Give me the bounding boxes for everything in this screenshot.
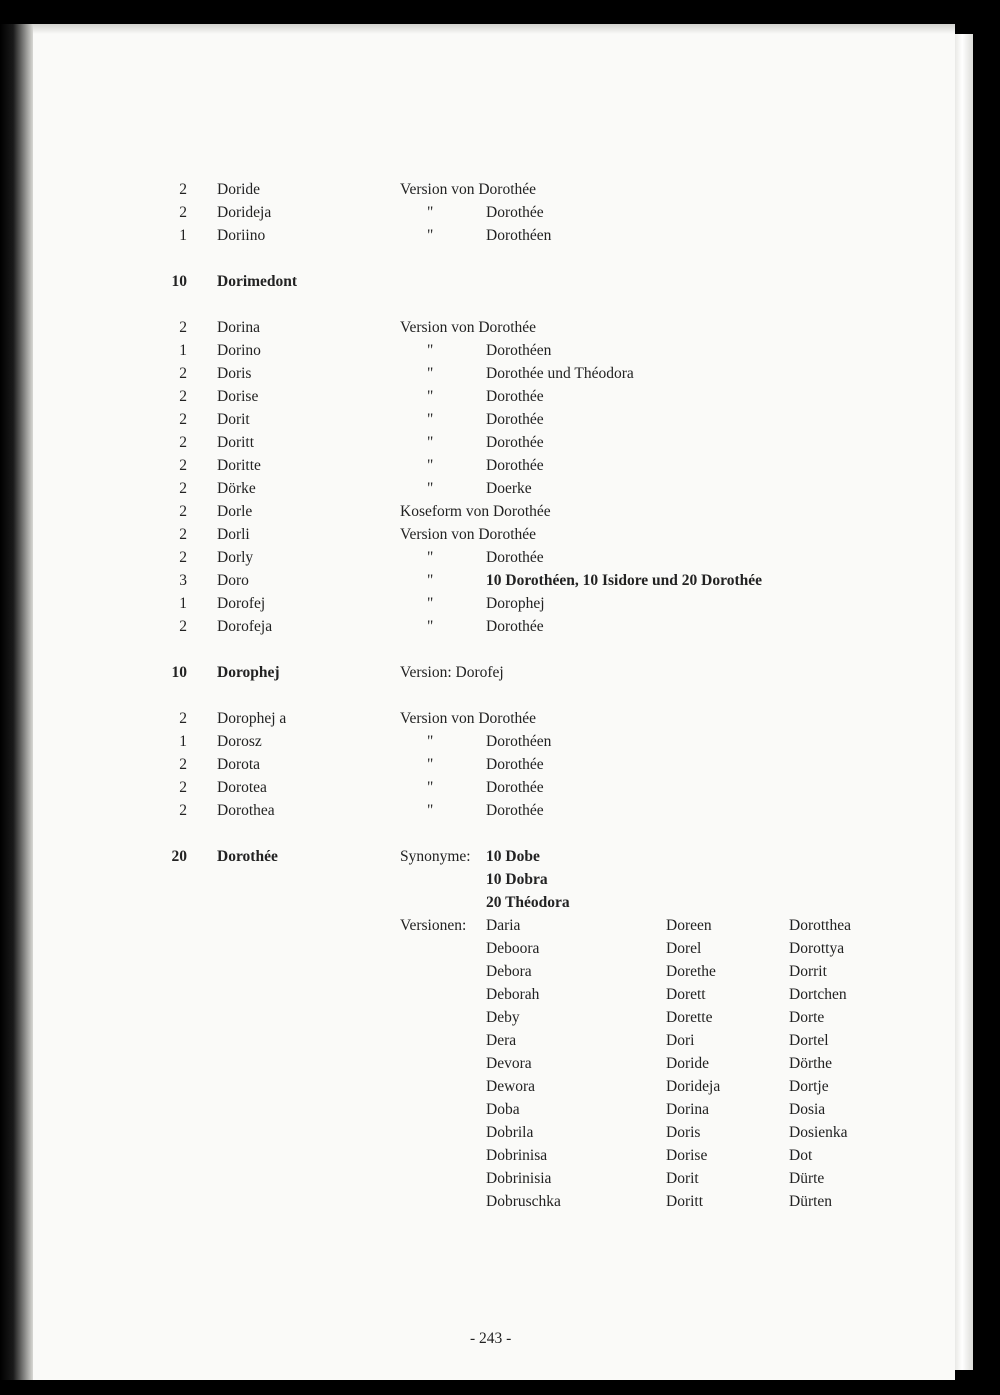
- ditto-mark: ": [427, 227, 434, 244]
- entry-number: 2: [179, 181, 187, 198]
- entry-description: Version von Dorothée: [400, 319, 537, 336]
- page-top-shadow: [33, 24, 955, 34]
- ditto-mark: ": [427, 618, 434, 635]
- entry-number: 1: [179, 227, 187, 244]
- entry-number: 1: [179, 595, 187, 612]
- version-name: Dürte: [789, 1170, 825, 1187]
- entry-number: 2: [179, 549, 187, 566]
- ditto-mark: ": [427, 342, 434, 359]
- version-name: Dorette: [666, 1009, 713, 1026]
- entry-name: Dorofej: [217, 595, 266, 612]
- entry-name: Dorofeja: [217, 618, 273, 635]
- entry-number: 2: [179, 411, 187, 428]
- version-name: Doride: [666, 1055, 710, 1072]
- version-name: Deby: [486, 1009, 520, 1026]
- version-name: Dori: [666, 1032, 695, 1049]
- version-name: Dobruschka: [486, 1193, 561, 1210]
- page-edge-stack: [955, 34, 973, 1370]
- version-name: Dorotthea: [789, 917, 851, 934]
- version-name: Doba: [486, 1101, 520, 1118]
- entry-reference: Dorothée: [486, 756, 544, 773]
- entry-number: 2: [179, 756, 187, 773]
- entry-name: Dorothée: [217, 848, 278, 865]
- version-name: Debora: [486, 963, 532, 980]
- entry-reference: Dorothéen: [486, 342, 552, 359]
- entry-name: Dörke: [217, 480, 256, 497]
- entry-name: Dorli: [217, 526, 250, 543]
- ditto-mark: ": [427, 480, 434, 497]
- entry-name: Dorothea: [217, 802, 275, 819]
- versions-label: Versionen:: [400, 917, 467, 934]
- entry-name: Dorotea: [217, 779, 267, 796]
- entry-reference: Dorothée: [486, 388, 544, 405]
- entry-reference: Dorothée: [486, 802, 544, 819]
- version-name: Dörthe: [789, 1055, 833, 1072]
- entry-number: 2: [179, 526, 187, 543]
- entry-name: Dorosz: [217, 733, 262, 750]
- version-name: Dortje: [789, 1078, 829, 1095]
- entry-reference: Dorothée und Théodora: [486, 365, 634, 382]
- entry-name: Doro: [217, 572, 249, 589]
- version-name: Dorina: [666, 1101, 710, 1118]
- entry-reference: Doerke: [486, 480, 532, 497]
- book-spine: [0, 24, 33, 1380]
- entry-number: 2: [179, 802, 187, 819]
- synonym: 10 Dobra: [486, 871, 548, 888]
- version-name: Dürten: [789, 1193, 833, 1210]
- ditto-mark: ": [427, 802, 434, 819]
- ditto-mark: ": [427, 434, 434, 451]
- entry-description: Version von Dorothée: [400, 526, 537, 543]
- entry-name: Dorle: [217, 503, 253, 520]
- entry-name: Dorophej a: [217, 710, 287, 727]
- version-name: Dobrila: [486, 1124, 534, 1141]
- entry-reference: Dorothée: [486, 779, 544, 796]
- entry-name: Dorise: [217, 388, 259, 405]
- version-name: Deborah: [486, 986, 540, 1003]
- entry-description: Koseform von Dorothée: [400, 503, 551, 520]
- synonym: 20 Théodora: [486, 894, 570, 911]
- entry-name: Doris: [217, 365, 252, 382]
- entry-name: Dorino: [217, 342, 261, 359]
- entry-number: 2: [179, 388, 187, 405]
- synonyms-label: Synonyme:: [400, 848, 471, 865]
- entry-number: 2: [179, 457, 187, 474]
- entry-reference: Dorothée: [486, 618, 544, 635]
- version-name: Dorise: [666, 1147, 708, 1164]
- ditto-mark: ": [427, 572, 434, 589]
- version-name: Dorottya: [789, 940, 845, 957]
- version-name: Dortchen: [789, 986, 847, 1003]
- version-name: Dorel: [666, 940, 702, 957]
- entry-number: 2: [179, 503, 187, 520]
- version-name: Dorrit: [789, 963, 827, 980]
- version-name: Dorit: [666, 1170, 699, 1187]
- entry-number: 1: [179, 342, 187, 359]
- entry-reference: Dorophej: [486, 595, 545, 612]
- version-name: Dorideja: [666, 1078, 721, 1095]
- entry-number: 2: [179, 365, 187, 382]
- entry-reference: Dorothée: [486, 204, 544, 221]
- version-name: Dorte: [789, 1009, 825, 1026]
- ditto-mark: ": [427, 204, 434, 221]
- ditto-mark: ": [427, 388, 434, 405]
- entry-name: Dorideja: [217, 204, 272, 221]
- entry-reference: Dorothéen: [486, 733, 552, 750]
- entry-number: 10: [171, 273, 187, 290]
- entry-name: Dorit: [217, 411, 250, 428]
- ditto-mark: ": [427, 365, 434, 382]
- version-name: Doritt: [666, 1193, 704, 1210]
- entry-description: Version von Dorothée: [400, 181, 537, 198]
- version-name: Devora: [486, 1055, 532, 1072]
- ditto-mark: ": [427, 457, 434, 474]
- entry-number: 2: [179, 319, 187, 336]
- entry-reference: Dorothéen: [486, 227, 552, 244]
- version-name: Dera: [486, 1032, 517, 1049]
- ditto-mark: ": [427, 733, 434, 750]
- version-name: Deboora: [486, 940, 540, 957]
- ditto-mark: ": [427, 595, 434, 612]
- entry-name: Doride: [217, 181, 261, 198]
- ditto-mark: ": [427, 411, 434, 428]
- ditto-mark: ": [427, 549, 434, 566]
- entry-number: 10: [171, 664, 187, 681]
- entry-reference: 10 Dorothéen, 10 Isidore und 20 Dorothée: [486, 572, 762, 589]
- entry-number: 20: [171, 848, 187, 865]
- entry-number: 1: [179, 733, 187, 750]
- entry-reference: Dorothée: [486, 411, 544, 428]
- entry-number: 2: [179, 618, 187, 635]
- entry-number: 2: [179, 779, 187, 796]
- version-name: Dorethe: [666, 963, 716, 980]
- version-name: Dewora: [486, 1078, 536, 1095]
- entry-name: Doriino: [217, 227, 266, 244]
- entry-description: Version von Dorothée: [400, 710, 537, 727]
- version-name: Dot: [789, 1147, 813, 1164]
- ditto-mark: ": [427, 756, 434, 773]
- entry-name: Doritte: [217, 457, 261, 474]
- version-name: Dosia: [789, 1101, 826, 1118]
- entry-name: Dorota: [217, 756, 261, 773]
- ditto-mark: ": [427, 779, 434, 796]
- entry-reference: Dorothée: [486, 457, 544, 474]
- synonym: 10 Dobe: [486, 848, 540, 865]
- entry-number: 2: [179, 434, 187, 451]
- entry-name: Doritt: [217, 434, 255, 451]
- entry-description: Version: Dorofej: [400, 664, 504, 681]
- version-name: Dobrinisa: [486, 1147, 548, 1164]
- entry-reference: Dorothée: [486, 549, 544, 566]
- entry-name: Dorophej: [217, 664, 280, 681]
- version-name: Daria: [486, 917, 521, 934]
- entry-number: 2: [179, 480, 187, 497]
- entry-reference: Dorothée: [486, 434, 544, 451]
- entry-name: Dorina: [217, 319, 261, 336]
- entry-number: 2: [179, 204, 187, 221]
- entry-number: 2: [179, 710, 187, 727]
- version-name: Dosienka: [789, 1124, 848, 1141]
- version-name: Dobrinisia: [486, 1170, 552, 1187]
- version-name: Dortel: [789, 1032, 829, 1049]
- entry-name: Dorimedont: [217, 273, 298, 290]
- entry-name: Dorly: [217, 549, 254, 566]
- version-name: Doreen: [666, 917, 712, 934]
- page-number: - 243 -: [470, 1330, 512, 1347]
- entry-number: 3: [179, 572, 187, 589]
- version-name: Dorett: [666, 986, 706, 1003]
- version-name: Doris: [666, 1124, 701, 1141]
